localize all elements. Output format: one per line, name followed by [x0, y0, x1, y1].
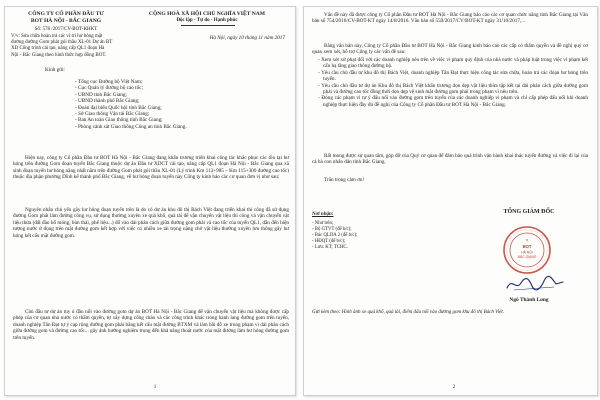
- page-number: 2: [452, 385, 456, 390]
- document-date: Hà Nội, ngày 10 tháng 11 năm 2017: [209, 35, 285, 41]
- recipient-item: - UBND tỉnh Bắc Giang;: [75, 92, 285, 98]
- recipients-label: Kính gửi:: [45, 67, 65, 73]
- body-paragraph-5: Bằng văn bản này, Công ty Cổ phần Đầu tư BOT Hà Nội - Bắc Giang kính báo cáo các cấp có thẩm quyền và đề nghị quý cơ quan xem xét, hỗ trợ Công ty các vấn đề sau:: [312, 43, 588, 56]
- recipient-item: - UBND thành phố Bắc Giang;: [75, 98, 285, 104]
- closing-thanks: Trân trọng cảm ơn!: [324, 177, 365, 183]
- company-line-2: BOT HÀ NỘI - BẮC GIANG: [30, 18, 102, 24]
- svg-text:HÀ NỘI: HÀ NỘI: [521, 250, 533, 255]
- recipient-item: - Cục Quản lý đường bộ cao tốc;: [75, 85, 285, 91]
- national-title: CỘNG HOÀ XÃ HỘI CHỦ NGHĨA VIỆT NAM: [148, 11, 266, 17]
- recipient-item: - Ban An toàn Giao thông tỉnh Bắc Giang;: [75, 117, 285, 123]
- copy-recipient: - Bác QLDA 2 (để b/c);: [312, 233, 402, 239]
- svg-text:BẮC GIANG: BẮC GIANG: [517, 255, 537, 259]
- body-paragraph-2: Nguyên nhân chủ yếu gây hư hỏng đoạn tuyến trên là do có dự án khu đô thị Bách Việt đang triển khai thi công đã sử dụng đường Gom phát làm đường công vụ, sử dụng thường xuyên xe quá khổ, quá tải để vận chuyển vật liệu thi công và vận chuyển vật liệu thừa (đất đào hố móng, bùn thải, phế liệu...) đổ vào dải phân cách giữa đường gom phải và cao tốc của tuyến QL1, dẫn đến hiện tượng nước ứ đọng trên mặt đường gom kết hợp với việc có nhiều xe tải trọng nặng chở vật liệu thường xuyên lưu thông gây hư hỏng kết cấu mặt đường gom.: [13, 207, 289, 239]
- signature-icon: [504, 275, 566, 293]
- copy-recipient: - Bộ GTVT (để b/c);: [312, 227, 402, 233]
- company-line-1: CÔNG TY CỔ PHẦN ĐẦU TƯ: [28, 11, 104, 17]
- copy-recipient: - Lưu: KT; TCHC.: [312, 245, 402, 251]
- request-item: - Xem xét xử phạt đối với các doanh nghiệp nêu trên về việc vi phạm quy định của nhà nước và pháp luật trong việc vi phạm kết cấu hạ tầng giao thông đường bộ.: [318, 57, 588, 70]
- motto: Độc lập - Tự do - Hạnh phúc: [176, 18, 238, 23]
- attachment-note: Gửi kèm theo: Hình ảnh xe quá khổ, quá tải, điểm đấu nối vào đường gom khu đô thị Bách Việt.: [312, 310, 505, 315]
- signer-title: TỔNG GIÁM ĐỐC: [503, 209, 555, 215]
- request-list: [318, 57, 588, 108]
- recipient-item: - Sở Giao thông Vận tải Bắc Giang;: [75, 111, 285, 117]
- signer-name: Ngô Thành Long: [509, 297, 549, 303]
- document-subject: V/v: Sửa chữa hoàn trả các vị trí hư hỏng mặt đường đường Gom phát gói thầu XL-01 Dự án BT XD Công trình cải tạo, nâng cấp QL1 đoạn Hà Nội - Bắc Giang theo hình thức hợp đồng BOT.: [11, 34, 113, 58]
- recipient-item: - Phòng cảnh sát Giao thông Công an tỉnh Bắc Giang.: [75, 124, 285, 130]
- recipient-item: - Đoàn đại biểu Quốc hội tỉnh Bắc Giang;: [75, 105, 285, 111]
- document-page-2: [303, 6, 598, 396]
- request-item: - Đóng các phạm vi tự ý đấu nối vào đường gom trên tuyến của các doanh nghiệp vi phạm và chỉ cấp phép đấu nối khi doanh nghiệp thực hiện đầy đủ đề nghị của Công ty Cổ phần Đầu tư BOT Hà Nội - Bắc Giang.: [318, 95, 588, 108]
- request-item: - Yêu cầu chủ đầu tư khu đô thị Bách Việt, doanh nghiệp Tân Đạt thực hiện công tác sửa chữa, hoàn trả các đoạn hư hỏng trên tuyến.: [318, 70, 588, 83]
- company-stamp-icon: [502, 225, 552, 275]
- recipient-item: - Tổng cục Đường bộ Việt Nam;: [75, 79, 285, 85]
- company-name: [11, 11, 121, 25]
- recipients-copy-label: Nơi nhận:: [312, 212, 334, 217]
- body-paragraph-1: Hiện nay, công ty Cổ phần Đầu tư BOT Hà Nội - Bắc Giang đang khẩn trương triển khai công tác khắc phục các tồn tại hư hỏng trên đường Gom đoạn tuyến Bắc Giang thuộc dự án Đầu tư XDCT cải tạo, nâng cấp QL1 đoạn Hà Nội - Bắc Giang qua xã sinh đoạn tuyến hư hỏng nặng nhất nằm trên đường Gom phát gói thầu XL-01 (Lý trình Km 113+985 – Km 115+300 đường cao tốc) thuộc địa phận phường Dĩnh kế thành phố Bắc Giang, về hư hỏng đoạn tuyến này Công ty kính báo các cơ quan đơn vị như sau:: [13, 155, 289, 181]
- document-number: Số: 578 /2017/CV-BOT-KHKT: [34, 27, 98, 32]
- svg-text:BOT: BOT: [522, 244, 532, 249]
- copy-recipient: - HĐQT (để b/c);: [312, 239, 402, 245]
- body-paragraph-4: Vấn đề này đã được công ty Cổ phần Đầu tư BOT Hà Nội - Bắc Giang báo cáo các cơ quan chức năng tỉnh Bắc Giang tại Văn bản số 754/2016/CV-BOT-KT ngày 14/8/2016. Văn bản số 559/2017/CV/BOT-KT ngày 31/10/2017,...: [312, 12, 588, 25]
- body-paragraph-6: Rất mong được sự quan tâm, góp đỡ của Quý cơ quan để đảm bảo quá trình vận hành khai thác tuyến đường và việc đi lại của cả bà con nhân dân tỉnh Bắc Giang.: [312, 153, 588, 166]
- copy-recipient: - Như trên;: [312, 221, 402, 227]
- recipient-list: [75, 79, 285, 130]
- recipients-copy-list: [312, 221, 402, 251]
- request-item: - Yêu cầu chủ đầu tư dự án Khu đô thị Bách Việt khẩn trương dọn dẹp vật liệu thừa tập kết tại dải phân cách giữa đường gom phải và đường cao tốc đồng thời dọn dẹp vệ sinh mặt đường gom phải trong phạm vi nêu trên.: [318, 83, 588, 96]
- page-number: 1: [153, 385, 157, 390]
- body-paragraph-3: Chủ đầu tư dự án tuy ủ đầu nối vào đường gom dự án BOT Hà Nội - Bắc Giang để vận chuyển vật liệu mà không được cấp phép của cơ quan nhà nước có thẩm quyền, tự xây dựng cổng chào và các công trình khác trong hành lang đường gom trên tuyến, doanh nghiệp Tân Đạt tự ý cạp rộng đường gom phải bằng kết cấu mặt đường BTXM và làm bãi đỗ xe trong phạm vi dải phân cách giữa đường gom và đường cao tốc... gây ảnh hưởng nghiêm trọng đến khả năng thoát nước của mặt đường làm hư hỏng đường gom trên tuyến.: [13, 309, 289, 341]
- document-page-1: [4, 6, 296, 396]
- svg-text:★: ★: [525, 238, 529, 242]
- motto-underline: [181, 25, 235, 26]
